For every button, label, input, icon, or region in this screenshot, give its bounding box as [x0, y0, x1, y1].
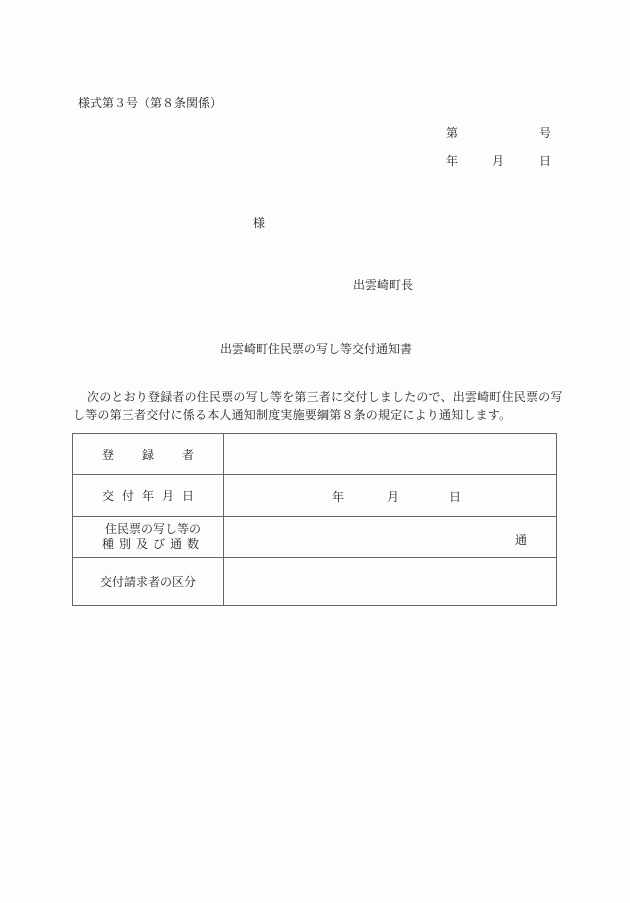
issue-date-month: 月	[492, 154, 505, 168]
type-count-label-cell	[73, 517, 224, 558]
table-row-issue-date	[73, 475, 557, 517]
issue-date-day-unit: 日	[449, 490, 462, 504]
issue-date-year-unit: 年	[332, 490, 345, 504]
notification-table	[72, 433, 557, 606]
registrant-value-cell[interactable]	[224, 434, 557, 475]
issue-date-day: 日	[539, 154, 552, 168]
body-paragraph: 次のとおり登録者の住民票の写し等を第三者に交付しましたので、出雲崎町住民票の写し等の第三者交付に係る本人通知制度実施要綱第８条の規定により通知します。	[73, 390, 563, 422]
type-count-value-cell[interactable]	[224, 517, 557, 558]
issuer-name: 出雲崎町長	[353, 278, 414, 292]
document-number-prefix: 第	[446, 126, 459, 140]
document-title: 出雲崎町住民票の写し等交付通知書	[220, 342, 413, 356]
type-count-label-line2: 種別及び通数	[101, 537, 204, 551]
table-row-registrant	[73, 434, 557, 475]
type-count-label-line1: 住民票の写し等の	[104, 522, 201, 536]
document-number-suffix: 号	[539, 126, 552, 140]
addressee-honorific: 様	[253, 216, 266, 230]
requester-category-label-cell	[73, 558, 224, 606]
copies-unit: 通	[515, 533, 528, 547]
issue-date-label-cell	[73, 475, 224, 517]
form-number: 様式第３号（第８条関係）	[78, 96, 223, 110]
issue-date-label: 交付年月日	[101, 489, 202, 503]
table-row-type-count	[73, 517, 557, 558]
issue-date-month-unit: 月	[387, 490, 400, 504]
registrant-label-cell	[73, 434, 224, 475]
requester-category-value-cell[interactable]	[224, 558, 557, 606]
requester-category-label: 交付請求者の区分	[99, 575, 196, 589]
registrant-label: 登録者	[101, 447, 222, 462]
issue-date-year: 年	[446, 154, 459, 168]
issue-date-value-cell[interactable]	[224, 475, 557, 517]
table-row-requester-category	[73, 558, 557, 606]
